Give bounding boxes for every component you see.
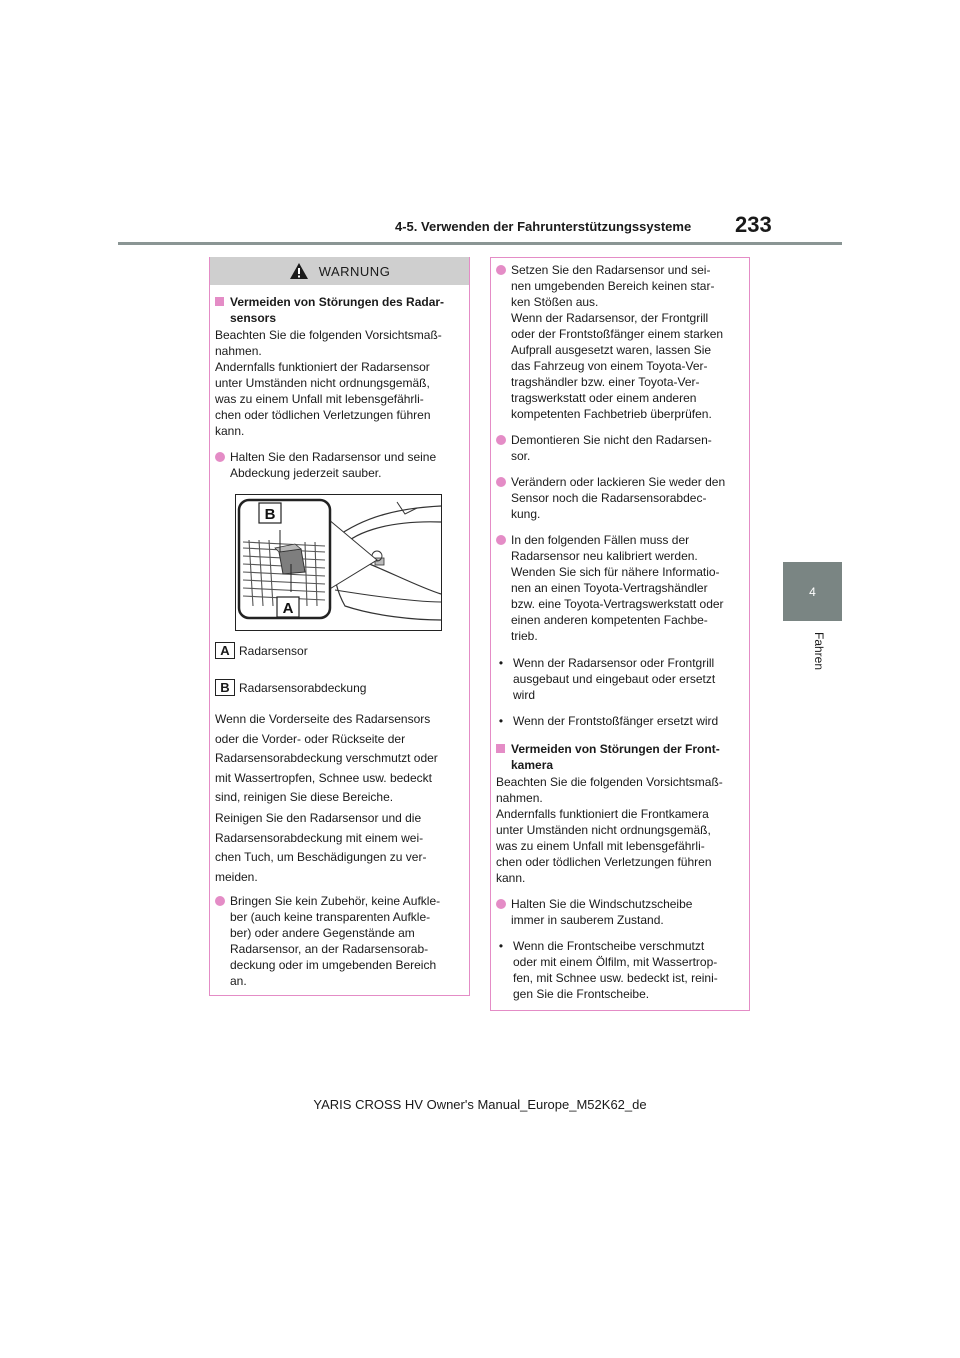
legend-b-key: B bbox=[215, 679, 235, 696]
legend-a-key: A bbox=[215, 642, 235, 659]
figure-label-a: A bbox=[282, 600, 294, 617]
left-heading bbox=[215, 294, 467, 326]
right-heading bbox=[496, 741, 746, 773]
chapter-label: Fahren bbox=[812, 632, 826, 671]
section-title: 4-5. Verwenden der Fahrunterstützungssysteme bbox=[395, 219, 692, 234]
circle-bullet-icon bbox=[496, 265, 506, 275]
legend-a-text: Radarsensor bbox=[239, 643, 308, 658]
radar-sensor-figure bbox=[235, 494, 442, 631]
left-para-1: Wenn die Vorderseite des Radarsensors oder die Vorder- oder Rückseite der Radarsensorabdeckung verschmutzt oder mit Wassertropfen, Schnee usw. bedeckt sind, reinigen Sie diese Bereiche. bbox=[215, 712, 438, 804]
right-bullet-4: In den folgenden Fällen muss der Radarsensor neu kalibriert werden. Wenden Sie sich für nähere Informatio- nen an einen Toyota-Vertragshändler bzw. eine Toyota-Vertragswerkstatt oder einen anderen kompetenten Fachbe- trieb. bbox=[496, 532, 746, 644]
right-bullet-1: Setzen Sie den Radarsensor und sei- nen umgebenden Bereich keinen star- ken Stößen aus. Wenn der Radarsensor, der Frontgrill oder der Frontstoßfänger einem starken Aufprall ausgesetzt waren, lassen Sie das Fahrzeug von einem Toyota-Ver- tragshändler bzw. einer Toyota-Ver- tragswerkstatt oder einem anderen kompetenten Fachbetrieb überprüfen. bbox=[496, 262, 746, 422]
right-dash-2: • Wenn der Frontstoßfänger ersetzt wird bbox=[498, 714, 719, 728]
right-bullet-2: Demontieren Sie nicht den Radarsen- sor. bbox=[496, 432, 746, 464]
legend-a bbox=[215, 642, 308, 659]
circle-bullet-icon bbox=[496, 899, 506, 909]
right-dash-1: • Wenn der Radarsensor oder Frontgrill ausgebaut und eingebaut oder ersetzt wird bbox=[498, 656, 716, 702]
right-dash-3: • Wenn die Frontscheibe verschmutzt oder mit einem Ölfilm, mit Wassertrop- fen, mit Schnee usw. bedeckt ist, reini- gen Sie die Frontscheibe. bbox=[498, 939, 718, 1001]
left-bullet-1: Halten Sie den Radarsensor und seine Abdeckung jederzeit sauber. bbox=[215, 449, 467, 481]
warning-header bbox=[210, 257, 469, 285]
chapter-tab[interactable]: 4 bbox=[783, 562, 842, 621]
figure-label-b: B bbox=[264, 506, 276, 523]
left-intro: Beachten Sie die folgenden Vorsichtsmaß- nahmen. Andernfalls funktioniert der Radarsensor unter Umständen nicht ordnungsgemäß, was zu einem Unfall mit lebensgefährli- chen oder tödlichen Verletzungen führen kann. bbox=[215, 328, 442, 438]
footer-doc-id: YARIS CROSS HV Owner's Manual_Europe_M52K62_de bbox=[313, 1097, 647, 1112]
page-number: 233 bbox=[735, 212, 772, 237]
circle-bullet-icon bbox=[496, 535, 506, 545]
legend-b bbox=[215, 679, 366, 696]
circle-bullet-icon bbox=[496, 477, 506, 487]
warning-triangle-icon bbox=[289, 262, 309, 280]
warning-title: WARNUNG bbox=[318, 263, 391, 279]
header-rule bbox=[118, 242, 842, 245]
left-para-2: Reinigen Sie den Radarsensor und die Radarsensorabdeckung mit einem wei- chen Tuch, um Beschädigungen zu ver- meiden. bbox=[215, 811, 427, 884]
left-bullet-2: Bringen Sie kein Zubehör, keine Aufkle- ber (auch keine transparenten Aufkle- ber) oder andere Gegenstände am Radarsensor, an der Radarsensorab- deckung oder im umgebenden Bereich an. bbox=[215, 893, 467, 989]
right-bullet-3: Verändern oder lackieren Sie weder den Sensor noch die Radarsensorabdec- kung. bbox=[496, 474, 746, 522]
circle-bullet-icon bbox=[496, 435, 506, 445]
left-heading-text: Vermeiden von Störungen des Radar- sensors bbox=[230, 295, 445, 325]
square-bullet-icon bbox=[496, 744, 505, 753]
right-heading-text: Vermeiden von Störungen der Front- kamera bbox=[511, 742, 720, 772]
circle-bullet-icon bbox=[215, 452, 225, 462]
right-intro: Beachten Sie die folgenden Vorsichtsmaß- nahmen. Andernfalls funktioniert die Frontkamera unter Umständen nicht ordnungsgemäß, was zu einem Unfall mit lebensgefährli- chen oder tödlichen Verletzungen führen kann. bbox=[496, 775, 723, 885]
right-bullet-5: Halten Sie die Windschutzscheibe immer in sauberem Zustand. bbox=[496, 896, 746, 928]
legend-b-text: Radarsensorabdeckung bbox=[239, 680, 367, 695]
square-bullet-icon bbox=[215, 297, 224, 306]
circle-bullet-icon bbox=[215, 896, 225, 906]
